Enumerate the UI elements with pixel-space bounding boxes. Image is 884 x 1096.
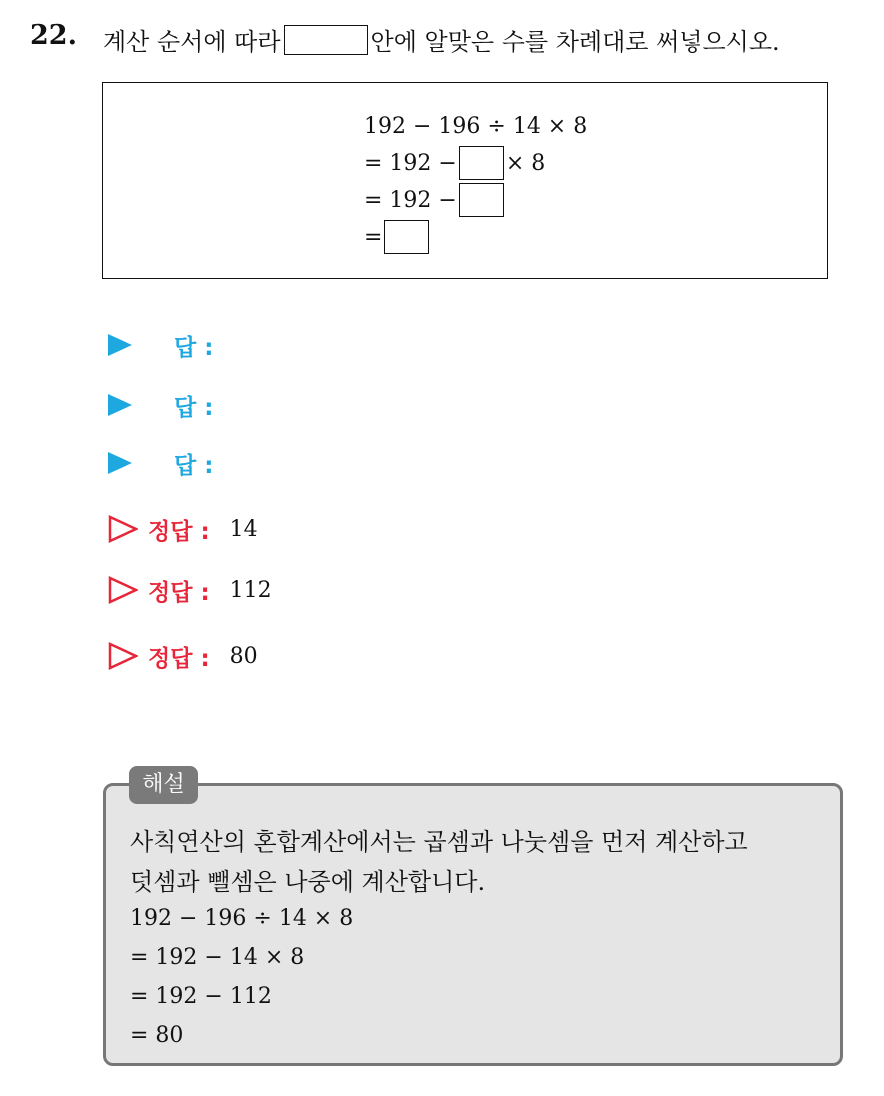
explanation-text-line-2: 덧셈과 뺄셈은 나중에 계산합니다. bbox=[130, 868, 486, 896]
blank-box-sample bbox=[284, 25, 368, 55]
explanation-text-line-1: 사칙연산의 혼합계산에서는 곱셈과 나눗셈을 먼저 계산하고 bbox=[130, 828, 748, 856]
equation-line-3 bbox=[364, 183, 506, 217]
answer-label: 답 : bbox=[174, 394, 214, 421]
question-number: 22. bbox=[30, 20, 77, 51]
question-text-before: 계산 순서에 따라 bbox=[103, 28, 281, 56]
outline-triangle-icon bbox=[108, 642, 138, 670]
outline-triangle-icon bbox=[108, 515, 138, 543]
triangle-bullet-icon bbox=[108, 394, 132, 416]
equation-line-4-prefix: = bbox=[364, 224, 383, 250]
answer-key-row-3 bbox=[108, 636, 258, 676]
explanation-math-line-3: = 192 − 112 bbox=[130, 984, 272, 1009]
explanation-math-line-4: = 80 bbox=[130, 1023, 184, 1048]
explanation-math-line-1: 192 − 196 ÷ 14 × 8 bbox=[130, 906, 354, 931]
outline-triangle-icon bbox=[108, 576, 138, 604]
equation-line-2 bbox=[364, 146, 545, 180]
answer-key-label: 정답 : bbox=[148, 645, 210, 672]
explanation-math-line-2: = 192 − 14 × 8 bbox=[130, 945, 305, 970]
answer-key-value: 14 bbox=[229, 516, 258, 542]
equation-line-3-prefix: = 192 − bbox=[364, 187, 457, 213]
answer-row-1[interactable] bbox=[108, 325, 213, 365]
answer-key-row-2 bbox=[108, 570, 272, 610]
answer-row-3[interactable] bbox=[108, 443, 213, 483]
problem-frame bbox=[102, 82, 828, 279]
answer-blank-3[interactable] bbox=[384, 220, 429, 254]
triangle-bullet-icon bbox=[108, 452, 132, 474]
question-text bbox=[103, 22, 780, 57]
equation-line-1 bbox=[364, 109, 587, 143]
answer-row-2[interactable] bbox=[108, 385, 213, 425]
explanation-tab: 해설 bbox=[129, 766, 198, 804]
equation-expression: 192 − 196 ÷ 14 × 8 bbox=[364, 113, 588, 139]
question-text-after: 안에 알맞은 수를 차례대로 써넣으시오. bbox=[370, 28, 780, 56]
triangle-bullet-icon bbox=[108, 334, 132, 356]
answer-key-value: 112 bbox=[229, 577, 272, 603]
answer-key-label: 정답 : bbox=[148, 518, 210, 545]
answer-label: 답 : bbox=[174, 334, 214, 361]
answer-key-row-1 bbox=[108, 509, 258, 549]
answer-key-value: 80 bbox=[229, 643, 258, 669]
answer-key-label: 정답 : bbox=[148, 579, 210, 606]
equation-line-2-suffix: × 8 bbox=[505, 150, 546, 176]
equation-line-4 bbox=[364, 220, 431, 254]
answer-label: 답 : bbox=[174, 452, 214, 479]
answer-blank-1[interactable] bbox=[459, 146, 504, 180]
answer-blank-2[interactable] bbox=[459, 183, 504, 217]
equation-line-2-prefix: = 192 − bbox=[364, 150, 457, 176]
